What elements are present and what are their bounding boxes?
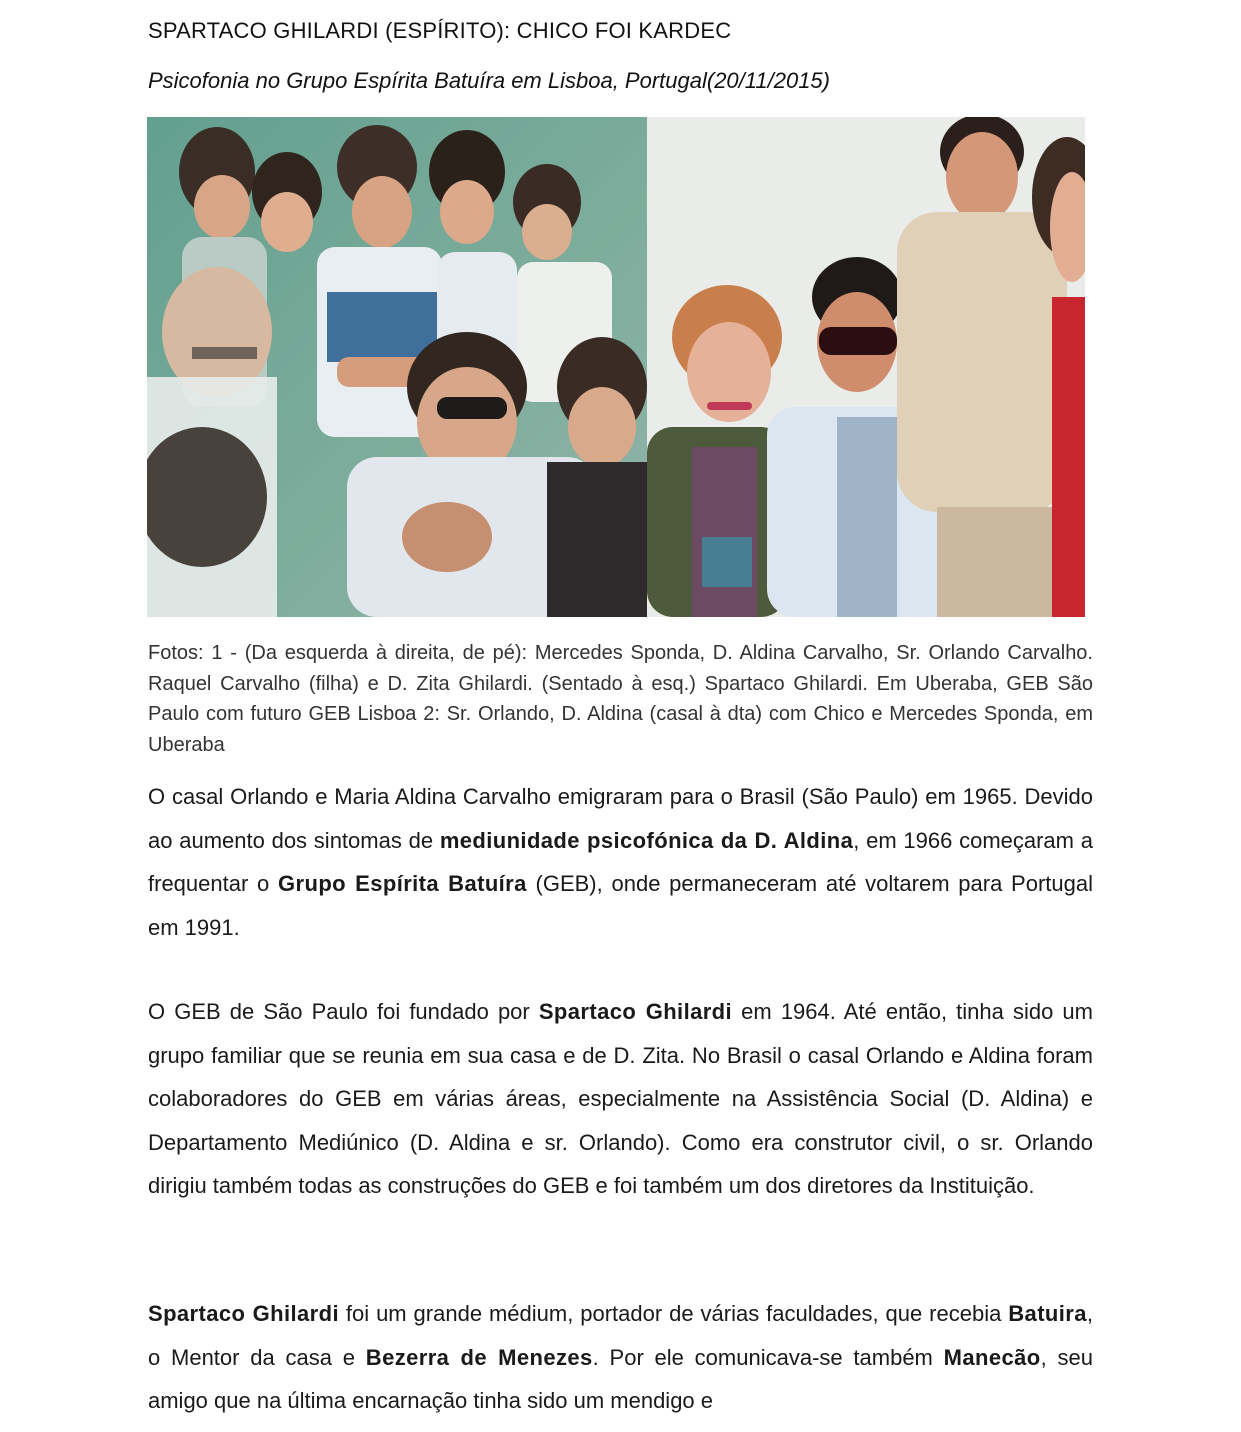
paragraph-2: O GEB de São Paulo foi fundado por Spartaco Ghilardi em 1964. Até então, tinha sido um grupo familiar que se reunia em sua casa e de D. Zita. No Brasil o casal Orlando e Aldina foram colaboradores do GEB em várias áreas, especialmente na Assistência Social (D. Aldina) e Departamento Mediúnico (D. Aldina e sr. Orlando). Como era construtor civil, o sr. Orlando dirigiu também todas as construções do GEB e foi também um dos diretores da Instituição. (148, 999, 1093, 1198)
group-photo-left (147, 117, 647, 617)
paragraph-3: Spartaco Ghilardi foi um grande médium, portador de várias faculdades, que recebia Batuira, o Mentor da casa e Bezerra de Menezes. Por ele comunicava-se também Manecão, seu amigo que na última encarnação tinha sido um mendigo e (148, 1301, 1093, 1413)
page-title: SPARTACO GHILARDI (ESPÍRITO): CHICO FOI KARDEC (148, 18, 732, 43)
group-photo-right (647, 117, 1085, 617)
photo-caption: Fotos: 1 - (Da esquerda à direita, de pé): Mercedes Sponda, D. Aldina Carvalho, Sr. Orlando Carvalho. Raquel Carvalho (filha) e D. Zita Ghilardi. (Sentado à esq.) Spartaco Ghilardi. Em Uberaba, GEB São Paulo com futuro GEB Lisboa 2: Sr. Orlando, D. Aldina (casal à dta) com Chico e Mercedes Sponda, em Uberaba (148, 642, 1093, 756)
page-subtitle: Psicofonia no Grupo Espírita Batuíra em Lisboa, Portugal(20/11/2015) (148, 68, 830, 93)
photo-strip (147, 117, 1085, 617)
paragraph-1: O casal Orlando e Maria Aldina Carvalho emigraram para o Brasil (São Paulo) em 1965. Devido ao aumento dos sintomas de mediunidade psicofónica da D. Aldina, em 1966 começaram a frequentar o Grupo Espírita Batuíra (GEB), onde permaneceram até voltarem para Portugal em 1991. (148, 784, 1093, 940)
